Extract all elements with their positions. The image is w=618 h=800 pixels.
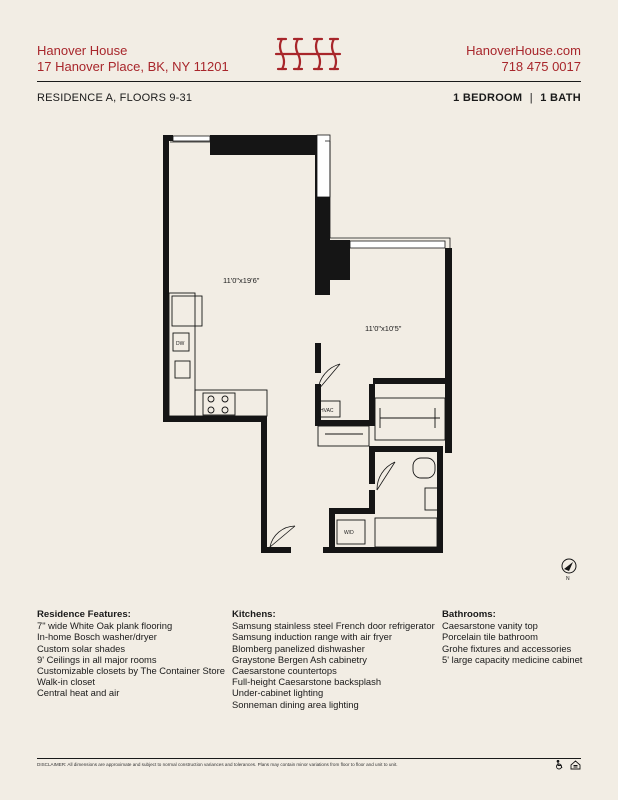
bedroom-count: 1 BEDROOM [453,92,523,104]
wall [369,384,375,426]
bathtub [375,518,437,547]
wall [163,416,267,422]
list-item: Caesarstone countertops [232,665,337,677]
list-item: Sonneman dining area lighting [232,698,359,710]
living-room-dims: 11'0"x19'6" [223,276,260,285]
wall [330,240,350,260]
wall [210,135,330,155]
header-right [466,43,581,75]
list-item: 9' Ceilings in all major rooms [37,653,157,665]
dw-label: DW [176,341,185,347]
building-address: 17 Hanover Place, BK, NY 11201 [37,59,229,74]
walk-in-closet [375,398,445,440]
refrigerator [172,296,202,326]
list-item: 5' large capacity medicine cabinet [442,653,583,665]
list-item: Walk-in closet [37,676,95,688]
residence-features [37,609,225,699]
header-divider [37,81,581,82]
phone-number[interactable]: 718 475 0017 [501,59,581,74]
north-arrow-icon [560,558,578,582]
wall [163,135,169,422]
toilet [413,458,435,478]
accessibility-icons [555,760,581,770]
list-item: In-home Bosch washer/dryer [37,631,157,643]
header-left [37,43,229,75]
list-item: Samsung stainless steel French door refrigerator [232,620,435,632]
wd-label: W/D [344,530,354,536]
wall [261,547,291,553]
wall [323,547,443,553]
list-item: Porcelain tile bathroom [442,631,538,643]
website-link[interactable]: HanoverHouse.com [466,43,581,58]
wall [373,378,452,384]
hh-monogram-logo [268,36,348,72]
residence-title: RESIDENCE A, FLOORS 9-31 [37,92,193,104]
wall [369,446,375,484]
list-item: Customizable closets by The Container Store [37,665,225,677]
wall [445,248,452,453]
list-item: Blomberg panelized dishwasher [232,642,365,654]
wall [437,446,443,553]
bathroom-features-title: Bathrooms: [442,609,496,620]
kitchen-features-title: Kitchens: [232,609,276,620]
footer-divider [37,758,581,759]
wall [329,508,374,514]
wheelchair-icon [557,760,563,769]
kitchen-counter [195,390,267,416]
list-item: Caesarstone vanity top [442,620,538,632]
list-item: 7" wide White Oak plank flooring [37,620,173,632]
closet [318,426,369,446]
residence-features-title: Residence Features: [37,609,131,620]
wall [163,135,173,141]
wall [369,490,375,514]
list-item: Samsung induction range with air fryer [232,631,392,643]
kitchen-features [232,609,435,710]
north-label: N [566,576,570,582]
sink [175,361,190,378]
bedroom-dims: 11'0"x10'5" [365,324,402,333]
window [350,241,445,248]
list-item: Central heat and air [37,687,120,699]
list-item: Graystone Bergen Ash cabinetry [232,653,367,665]
window [317,135,330,197]
list-item: Full-height Caesarstone backsplash [232,676,382,688]
bathroom-features [442,609,582,665]
list-item: Under-cabinet lighting [232,687,324,699]
floor-plan [155,128,465,558]
unit-type [453,92,581,104]
wall [369,446,443,452]
window [173,136,210,141]
wall [315,343,321,373]
range [203,393,235,415]
wall [315,420,370,426]
equal-housing-icon [571,761,580,769]
wall [261,416,267,553]
list-item: Custom solar shades [37,642,126,654]
disclaimer: DISCLAIMER: All dimensions are approximate and subject to normal construction variances and tolerances. Plans may contain minor variations from floor to floor and unit to unit. [37,762,398,767]
kitchen-counter [169,293,195,416]
unit-type-separator: | [529,92,533,104]
hvac-label: HVAC [320,408,334,414]
bath-count: 1 BATH [540,92,581,104]
list-item: Grohe fixtures and accessories [442,642,572,654]
wall [329,508,335,553]
building-name: Hanover House [37,43,128,58]
